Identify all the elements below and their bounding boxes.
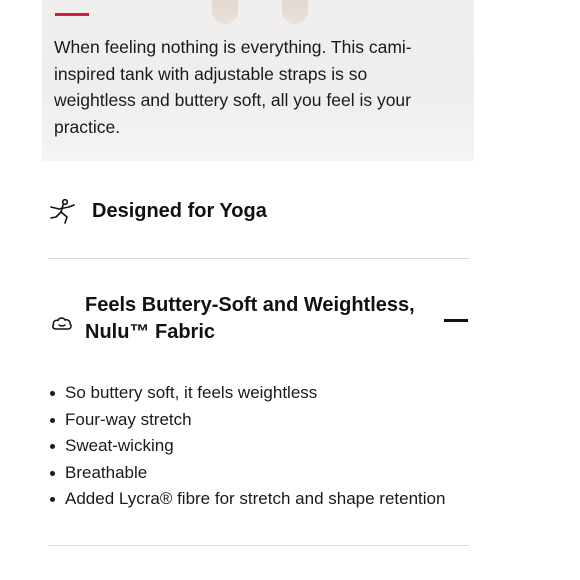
list-item: Breathable bbox=[65, 460, 445, 487]
list-item: Sweat-wicking bbox=[65, 433, 445, 460]
feature-accordion bbox=[36, 161, 480, 580]
minus-icon bbox=[444, 319, 468, 322]
accent-bar bbox=[55, 13, 89, 16]
feature-list bbox=[65, 380, 445, 513]
accordion-item-designed-for-yoga[interactable] bbox=[48, 191, 468, 231]
product-hero bbox=[42, 0, 474, 161]
list-item: Added Lycra® fibre for stretch and shape retention bbox=[65, 486, 445, 513]
accordion-title: Designed for Yoga bbox=[92, 199, 267, 222]
list-item: Four-way stretch bbox=[65, 407, 445, 434]
cloud-icon bbox=[48, 309, 76, 337]
product-description: When feeling nothing is everything. This cami-inspired tank with adjustable straps is so weightless and buttery soft, all you feel is your practice. bbox=[54, 37, 412, 137]
divider bbox=[48, 258, 469, 259]
accordion-title: Feels Buttery-Soft and Weightless, Nulu™ Fabric bbox=[85, 294, 415, 343]
list-item: So buttery soft, it feels weightless bbox=[65, 380, 445, 407]
model-leg-right bbox=[282, 0, 308, 24]
yoga-pose-icon bbox=[48, 197, 76, 225]
model-leg-left bbox=[212, 0, 238, 24]
divider bbox=[48, 545, 469, 546]
collapse-button[interactable] bbox=[443, 312, 469, 328]
